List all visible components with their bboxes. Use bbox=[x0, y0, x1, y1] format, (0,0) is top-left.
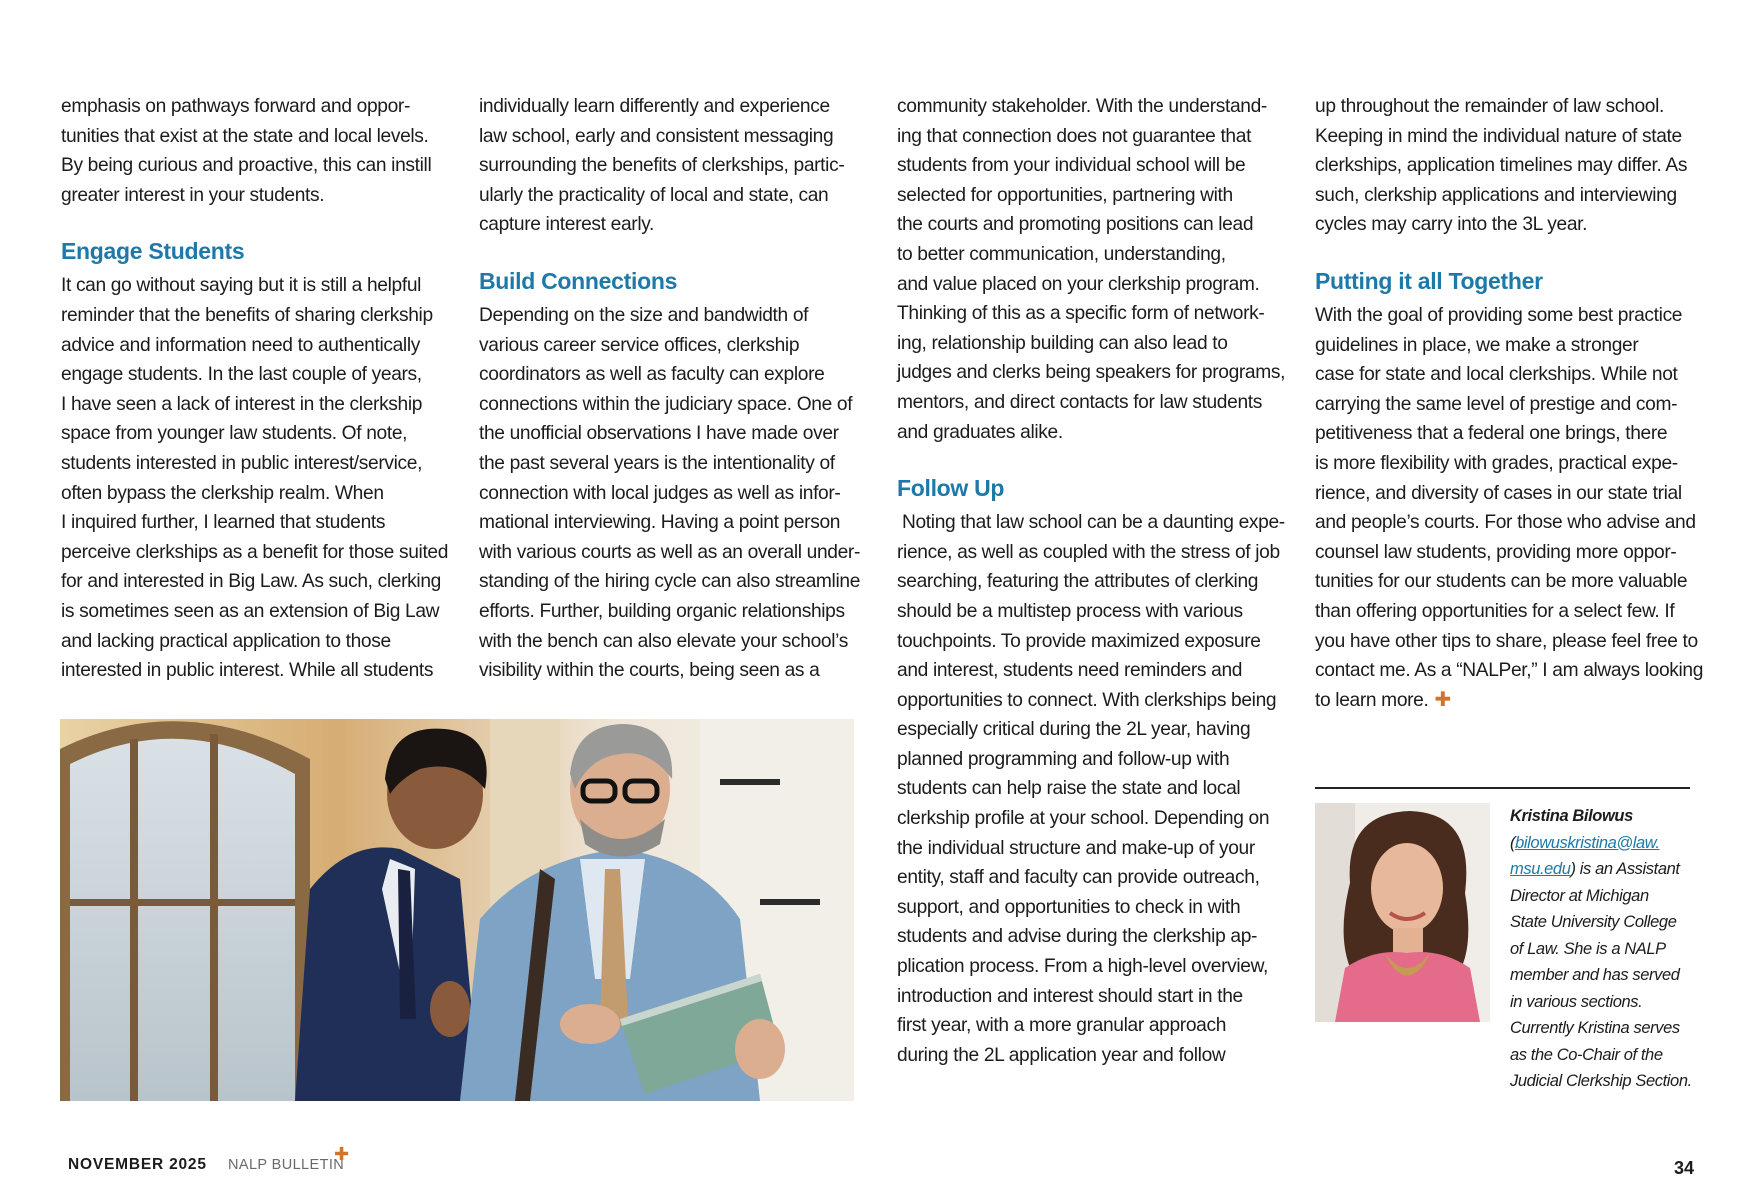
author-divider bbox=[1315, 787, 1690, 789]
text-line: such, clerkship applications and interviewing bbox=[1315, 184, 1677, 206]
text-line: Depending on the size and bandwidth of bbox=[479, 304, 809, 326]
text-line: opportunities to connect. With clerkships being bbox=[897, 689, 1277, 711]
text-line: individually learn differently and experience bbox=[479, 96, 830, 117]
email-open-paren: ( bbox=[1510, 833, 1516, 852]
text-line: especially critical during the 2L year, having bbox=[897, 719, 1251, 741]
text-line: coordinators as well as faculty can explore bbox=[479, 364, 825, 386]
text-line bbox=[1315, 686, 1687, 716]
column-4-intro bbox=[1315, 92, 1687, 240]
text-line: counsel law students, providing more oppor- bbox=[1315, 541, 1677, 563]
text-line: surrounding the benefits of clerkships, partic- bbox=[479, 155, 845, 177]
author-photo bbox=[1315, 803, 1490, 1022]
text-line: judges and clerks being speakers for programs, bbox=[897, 362, 1286, 384]
text-line: reminder that the benefits of sharing clerkship bbox=[61, 304, 433, 326]
text-line-end: to learn more. bbox=[1315, 689, 1429, 711]
footer-publication-name: NALP BULLETIN bbox=[228, 1157, 345, 1173]
text-line: ing, relationship building can also lead to bbox=[897, 332, 1228, 354]
section-heading-engage-students: Engage Students bbox=[61, 238, 245, 265]
text-line: the individual structure and make-up of your bbox=[897, 837, 1255, 859]
text-line: contact me. As a “NALPer,” I am always looking bbox=[1315, 660, 1704, 682]
text-line: case for state and local clerkships. While not bbox=[1315, 364, 1678, 386]
bio-line: member and has served bbox=[1510, 966, 1680, 984]
text-line: first year, with a more granular approach bbox=[897, 1015, 1227, 1037]
text-line: the courts and promoting positions can lead bbox=[897, 214, 1254, 236]
bio-line: Currently Kristina serves bbox=[1510, 1019, 1680, 1037]
article-column-2 bbox=[479, 92, 861, 686]
text-line: With the goal of providing some best practice bbox=[1315, 304, 1683, 326]
text-line: It can go without saying but it is still a helpful bbox=[61, 275, 422, 297]
text-line: touchpoints. To provide maximized exposure bbox=[897, 630, 1261, 652]
text-line: Thinking of this as a specific form of network- bbox=[897, 303, 1265, 325]
author-email-line-2 bbox=[1510, 856, 1695, 883]
text-line: I have seen a lack of interest in the clerkship bbox=[61, 393, 423, 415]
end-plus-icon: ✚ bbox=[1434, 688, 1451, 711]
text-line: should be a multistep process with various bbox=[897, 600, 1243, 622]
text-line: during the 2L application year and follow bbox=[897, 1044, 1226, 1066]
text-line: entity, staff and faculty can provide outreach, bbox=[897, 867, 1260, 889]
text-line: planned programming and follow-up with bbox=[897, 748, 1230, 770]
text-line: mational interviewing. Having a point person bbox=[479, 512, 841, 534]
section-heading-follow-up: Follow Up bbox=[897, 475, 1005, 502]
text-line: carrying the same level of prestige and com- bbox=[1315, 393, 1678, 415]
text-line: and interest, students need reminders and bbox=[897, 660, 1243, 682]
footer-date: NOVEMBER 2025 bbox=[68, 1156, 207, 1173]
text-line: perceive clerkships as a benefit for those suited bbox=[61, 541, 449, 563]
bio-line: State University College bbox=[1510, 913, 1677, 931]
author-email-line bbox=[1510, 830, 1695, 857]
bio-text: is an Assistant bbox=[1575, 860, 1680, 878]
text-line: is more flexibility with grades, practical expe- bbox=[1315, 452, 1678, 474]
text-line: clerkship profile at your school. Depending on bbox=[897, 808, 1270, 830]
text-line: for and interested in Big Law. As such, clerking bbox=[61, 571, 441, 593]
author-bio bbox=[1510, 803, 1695, 1095]
section-heading-build-connections: Build Connections bbox=[479, 267, 678, 294]
article-column-4 bbox=[1315, 92, 1704, 715]
text-line: and value placed on your clerkship program. bbox=[897, 273, 1260, 295]
text-line: ularly the practicality of local and state, can bbox=[479, 184, 829, 206]
text-line: visibility within the courts, being seen as a bbox=[479, 660, 820, 682]
email-close-paren: ) bbox=[1570, 860, 1576, 878]
text-line: than offering opportunities for a select few. If bbox=[1315, 600, 1675, 622]
bio-line: as the Co-Chair of the bbox=[1510, 1045, 1663, 1064]
text-line: plication process. From a high-level overview, bbox=[897, 956, 1269, 978]
column-3-intro bbox=[897, 92, 1286, 447]
text-line: the past several years is the intentionality of bbox=[479, 452, 835, 474]
text-line: students and advise during the clerkship ap- bbox=[897, 926, 1258, 948]
putting-it-all-together-body bbox=[1315, 301, 1704, 715]
article-column-1 bbox=[61, 92, 449, 686]
article-photo bbox=[60, 719, 854, 1101]
text-line: you have other tips to share, please feel free to bbox=[1315, 630, 1698, 652]
text-line: students can help raise the state and local bbox=[897, 778, 1241, 800]
text-line: Noting that law school can be a daunting expe- bbox=[897, 512, 1285, 534]
text-line: up throughout the remainder of law school. bbox=[1315, 96, 1665, 117]
text-line: law school, early and consistent messaging bbox=[479, 125, 834, 147]
page-number: 34 bbox=[1673, 1158, 1694, 1178]
text-line: rience, and diversity of cases in our state trial bbox=[1315, 482, 1682, 504]
text-line: rience, as well as coupled with the stress of job bbox=[897, 541, 1280, 563]
nalp-plus-icon: ✚ bbox=[334, 1144, 350, 1164]
build-connections-body bbox=[479, 301, 861, 686]
column-2-intro bbox=[479, 92, 851, 240]
text-line: and lacking practical application to those bbox=[61, 630, 391, 652]
text-line: and graduates alike. bbox=[897, 421, 1063, 443]
text-line: capture interest early. bbox=[479, 214, 655, 236]
author-email-link-continued[interactable]: msu.edu bbox=[1510, 860, 1571, 878]
text-line: advice and information need to authentically bbox=[61, 334, 421, 356]
text-line: with various courts as well as an overall under- bbox=[479, 541, 860, 563]
text-line: mentors, and direct contacts for law students bbox=[897, 391, 1262, 413]
text-line: connections within the judiciary space. One of bbox=[479, 393, 853, 415]
text-line: and people’s courts. For those who advise and bbox=[1315, 512, 1696, 534]
text-line: is sometimes seen as an extension of Big Law bbox=[61, 600, 440, 622]
bio-line: of Law. She is a NALP bbox=[1510, 939, 1666, 958]
text-line: emphasis on pathways forward and oppor- bbox=[61, 96, 410, 117]
text-line: searching, featuring the attributes of clerking bbox=[897, 571, 1259, 593]
article-column-3 bbox=[897, 92, 1286, 1070]
author-email-link[interactable]: bilowuskristina@law. bbox=[1515, 833, 1660, 852]
text-line: students interested in public interest/service, bbox=[61, 452, 423, 474]
text-line: connection with local judges as well as infor- bbox=[479, 482, 841, 504]
bio-line: Judicial Clerkship Section. bbox=[1510, 1072, 1692, 1090]
text-line: engage students. In the last couple of years, bbox=[61, 364, 422, 386]
text-line: petitiveness that a federal one brings, there bbox=[1315, 423, 1668, 445]
text-line: tunities for our students can be more valuable bbox=[1315, 571, 1688, 593]
text-line: standing of the hiring cycle can also streamline bbox=[479, 571, 861, 593]
text-line: support, and opportunities to check in with bbox=[897, 896, 1241, 918]
text-line: space from younger law students. Of note, bbox=[61, 423, 408, 445]
column-1-intro bbox=[61, 92, 433, 210]
text-line: cycles may carry into the 3L year. bbox=[1315, 214, 1588, 236]
engage-students-body bbox=[61, 271, 449, 685]
text-line: the unofficial observations I have made over bbox=[479, 423, 839, 445]
text-line: Keeping in mind the individual nature of state bbox=[1315, 125, 1682, 147]
text-line: guidelines in place, we make a stronger bbox=[1315, 334, 1639, 356]
bio-line: Director at Michigan bbox=[1510, 886, 1649, 905]
text-line: By being curious and proactive, this can instill bbox=[61, 155, 432, 177]
text-line: I inquired further, I learned that students bbox=[61, 512, 386, 534]
text-line: introduction and interest should start in the bbox=[897, 985, 1243, 1007]
text-line: interested in public interest. While all students bbox=[61, 660, 434, 682]
text-line: community stakeholder. With the understand- bbox=[897, 96, 1267, 117]
text-line: clerkships, application timelines may differ. As bbox=[1315, 155, 1688, 177]
text-line: ing that connection does not guarantee that bbox=[897, 125, 1252, 147]
section-heading-putting-it-all-together: Putting it all Together bbox=[1315, 267, 1543, 294]
text-line: to better communication, understanding, bbox=[897, 243, 1226, 265]
text-line: tunities that exist at the state and local levels. bbox=[61, 125, 429, 147]
follow-up-body bbox=[897, 508, 1285, 1070]
text-line: greater interest in your students. bbox=[61, 184, 325, 206]
text-line: various career service offices, clerkship bbox=[479, 334, 800, 356]
author-name: Kristina Bilowus bbox=[1510, 807, 1633, 825]
text-line: with the bench can also elevate your school’s bbox=[479, 630, 848, 652]
text-line: efforts. Further, building organic relationships bbox=[479, 600, 845, 622]
bio-line: in various sections. bbox=[1510, 992, 1643, 1011]
text-line: often bypass the clerkship realm. When bbox=[61, 482, 384, 504]
text-line: students from your individual school will be bbox=[897, 155, 1246, 177]
text-line: selected for opportunities, partnering with bbox=[897, 184, 1233, 206]
